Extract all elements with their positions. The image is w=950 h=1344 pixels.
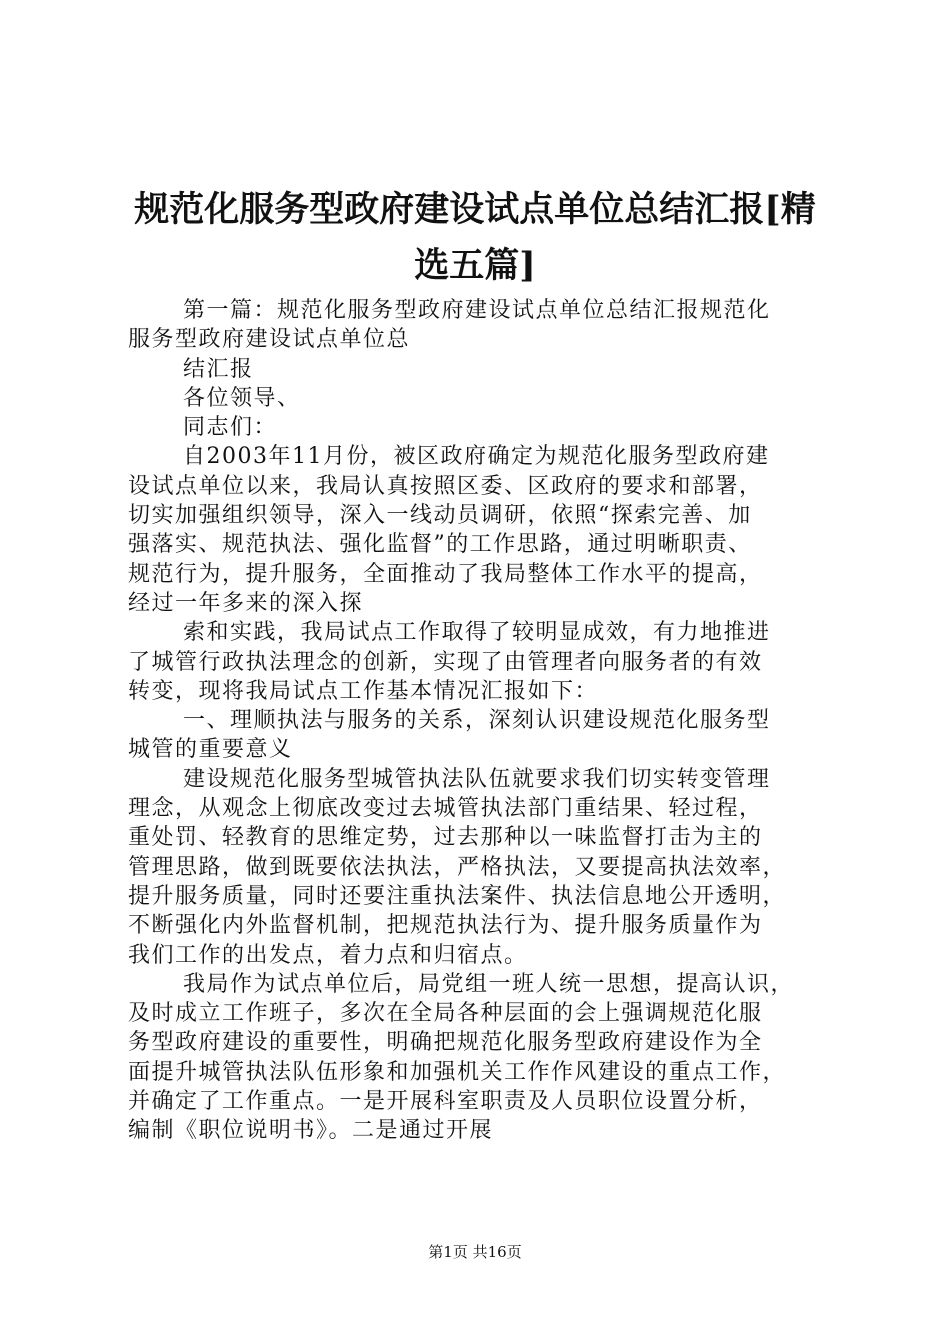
body-line: 及时成立工作班子，多次在全局各种层面的会上强调规范化服 (128, 1001, 763, 1027)
body-line: 我局作为试点单位后，局党组一班人统一思想，提高认识， (183, 971, 795, 997)
body-line: 设试点单位以来，我局认真按照区委、区政府的要求和部署， (128, 473, 763, 499)
body-line: 各位领导、 (183, 385, 301, 411)
body-line: 了城管行政执法理念的创新，实现了由管理者向服务者的有效 (128, 649, 763, 675)
body-line: 编制《职位说明书》。二是通过开展 (128, 1118, 494, 1144)
document-body (128, 296, 833, 1146)
body-line: 自2003年11月份，被区政府确定为规范化服务型政府建 (183, 444, 770, 470)
body-line: 并确定了工作重点。一是开展科室职责及人员职位设置分析， (128, 1089, 763, 1115)
body-line: 强落实、规范执法、强化监督”的工作思路，通过明晰职责、 (128, 532, 752, 558)
body-line: 第一篇：规范化服务型政府建设试点单位总结汇报规范化 (183, 298, 771, 323)
body-line: 切实加强组织领导，深入一线动员调研，依照“探索完善、加 (128, 503, 752, 529)
body-line: 结汇报 (183, 356, 254, 382)
body-line: 经过一年多来的深入探 (128, 590, 364, 616)
body-line: 管理思路，做到既要依法执法，严格执法，又要提高执法效率， (128, 854, 787, 880)
title-line-1: 规范化服务型政府建设试点单位总结汇报[精 (134, 189, 816, 230)
body-line: 服务型政府建设试点单位总 (128, 327, 411, 353)
body-line: 建设规范化服务型城管执法队伍就要求我们切实转变管理 (183, 766, 771, 792)
body-line: 城管的重要意义 (128, 737, 293, 763)
title-line-2: 选五篇] (414, 245, 536, 286)
document-title (100, 182, 850, 294)
body-line: 转变，现将我局试点工作基本情况汇报如下： (128, 678, 599, 704)
body-line: 同志们： (183, 415, 278, 441)
body-line: 规范行为，提升服务，全面推动了我局整体工作水平的提高， (128, 561, 763, 587)
body-line: 务型政府建设的重要性，明确把规范化服务型政府建设作为全 (128, 1030, 763, 1056)
page-footer: 第1页 共16页 (428, 1243, 522, 1261)
body-line: 面提升城管执法队伍形象和加强机关工作作风建设的重点工作， (128, 1059, 787, 1085)
body-line: 一、理顺执法与服务的关系，深刻认识建设规范化服务型 (183, 708, 771, 734)
body-line: 理念，从观念上彻底改变过去城管执法部门重结果、轻过程， (128, 796, 763, 822)
body-line: 索和实践，我局试点工作取得了较明显成效，有力地推进 (183, 620, 771, 646)
body-line: 提升服务质量，同时还要注重执法案件、执法信息地公开透明， (128, 883, 787, 909)
body-line: 我们工作的出发点，着力点和归宿点。 (128, 942, 528, 968)
body-line: 重处罚、轻教育的思维定势，过去那种以一味监督打击为主的 (128, 825, 763, 851)
body-line: 不断强化内外监督机制，把规范执法行为、提升服务质量作为 (128, 913, 763, 939)
